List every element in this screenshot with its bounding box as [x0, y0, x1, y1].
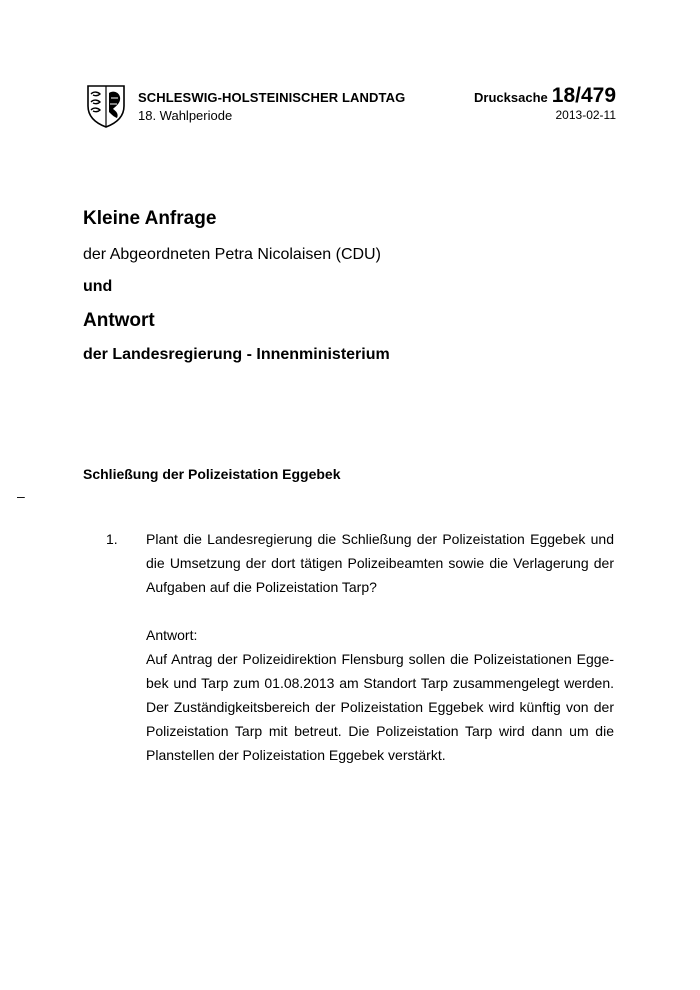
answer-label: Antwort:	[146, 627, 198, 643]
parliament-name: SCHLESWIG-HOLSTEINISCHER LANDTAG	[138, 90, 406, 105]
title-kleine-anfrage: Kleine Anfrage	[83, 208, 217, 229]
margin-mark: –	[17, 488, 25, 504]
title-antwort: Antwort	[83, 310, 155, 331]
drucksache-label: Drucksache	[474, 90, 548, 105]
legislative-period: 18. Wahlperiode	[138, 108, 233, 123]
drucksache-reference	[474, 84, 616, 108]
answering-ministry: der Landesregierung - Innenministerium	[83, 346, 390, 363]
subject-heading: Schließung der Polizeistation Eggebek	[83, 466, 341, 482]
question-number: 1.	[106, 531, 118, 547]
coat-of-arms-icon	[86, 84, 126, 128]
answer-text: Auf Antrag der Polizeidirektion Flensburg sollen die Polizeistationen Eggebek und Tarp zum 01.08.2013 am Standort Tarp zusammengelegt werden. Der Zuständigkeitsbereich der Polizeistation Eggebek wird künftig von der Polizeistation Tarp mit betreut. Die Polizeistation Tarp wird dann um die Planstellen der Polizeistation Eggebek verstärkt.	[146, 651, 614, 763]
title-und: und	[83, 278, 113, 295]
document-date: 2013-02-11	[555, 108, 616, 122]
drucksache-number: 18/479	[551, 84, 616, 107]
question-text: Plant die Landesregierung die Schließung der Polizeistation Eggebek und die Umsetzung der dort tätigen Polizeibeamten sowie die Verlagerung der Aufgaben auf die Polizeistation Tarp?	[146, 531, 614, 595]
inquiring-member: der Abgeordneten Petra Nicolaisen (CDU)	[83, 246, 381, 263]
